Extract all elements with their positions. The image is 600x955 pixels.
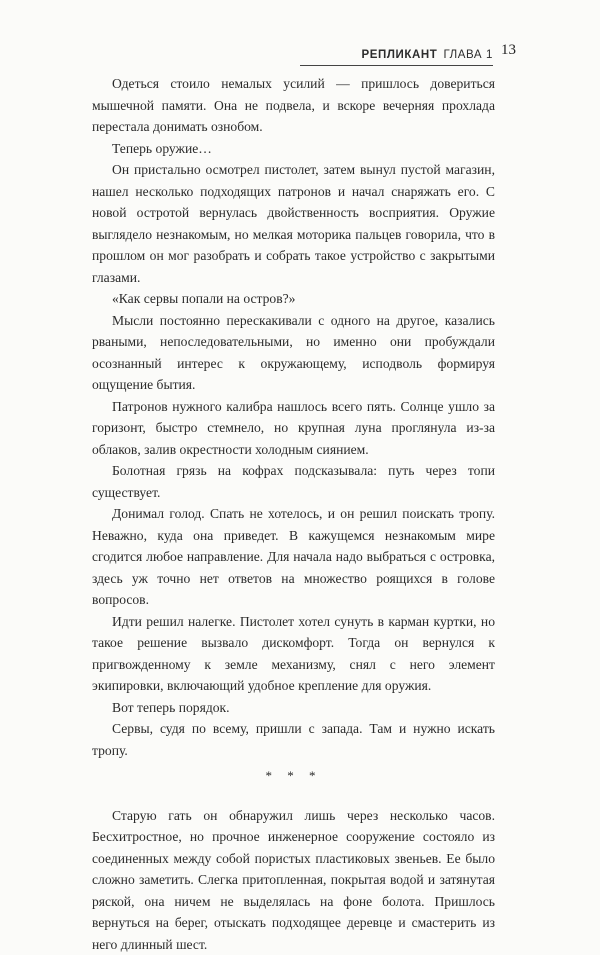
- paragraph: Одеться стоило немалых усилий — пришлось довериться мышечной памяти. Она не подвела, и вскоре вечерняя прохлада перестала донимать ознобом.: [92, 73, 495, 138]
- paragraph: Мысли постоянно перескакивали с одного на другое, казались рваными, непоследовательными, но именно они пробуждали осознанный интерес к окружающему, исподволь формируя ощущение бытия.: [92, 310, 495, 396]
- paragraph: Старую гать он обнаружил лишь через несколько часов. Бесхитростное, но прочное инженерное сооружение состояло из соединенных между собой пористых пластиковых звеньев. Ее было сложно заметить. Слегка притопленная, покрытая водой и затянутая ряской, она ничем не выделялась на фоне болота. Пришлось вернуться на берег, отыскать подходящее деревце и смастерить из него длинный шест.: [92, 805, 495, 955]
- scene-break: * * *: [92, 765, 495, 787]
- paragraph: Он пристально осмотрел пистолет, затем вынул пустой магазин, нашел несколько подходящих патронов и начал снаряжать его. С новой остротой вернулась двойственность восприятия. Оружие выглядело незнакомым, но мелкая моторика пальцев говорила, что в прошлом он мог разобрать и собрать такое устройство с закрытыми глазами.: [92, 159, 495, 288]
- paragraph: Вот теперь порядок.: [92, 697, 495, 719]
- page-header: [300, 40, 493, 66]
- paragraph: «Как сервы попали на остров?»: [92, 288, 495, 310]
- body-text: [92, 73, 495, 955]
- paragraph: Идти решил налегке. Пистолет хотел сунуть в карман куртки, но такое решение вызвало дискомфорт. Тогда он вернулся к пригвожденному к земле механизму, снял с него элемент экипировки, включающий удобное крепление для оружия.: [92, 611, 495, 697]
- page-number: 13: [501, 42, 516, 59]
- paragraph: Сервы, судя по всему, пришли с запада. Там и нужно искать тропу.: [92, 718, 495, 761]
- running-title: РЕПЛИКАНТ: [361, 49, 437, 63]
- paragraph: Теперь оружие…: [92, 138, 495, 160]
- chapter-label: ГЛАВА 1: [443, 49, 493, 63]
- paragraph: Болотная грязь на кофрах подсказывала: путь через топи существует.: [92, 460, 495, 503]
- paragraph: Патронов нужного калибра нашлось всего пять. Солнце ушло за горизонт, быстро стемнело, но крупная луна проглянула из-за облаков, залив окрестности холодным сиянием.: [92, 396, 495, 461]
- paragraph: Донимал голод. Спать не хотелось, и он решил поискать тропу. Неважно, куда она приведет. В кажущемся незнакомым мире сгодится любое направление. Для начала надо выбраться с островка, здесь уж точно нет ответов на множество роящихся в голове вопросов.: [92, 503, 495, 611]
